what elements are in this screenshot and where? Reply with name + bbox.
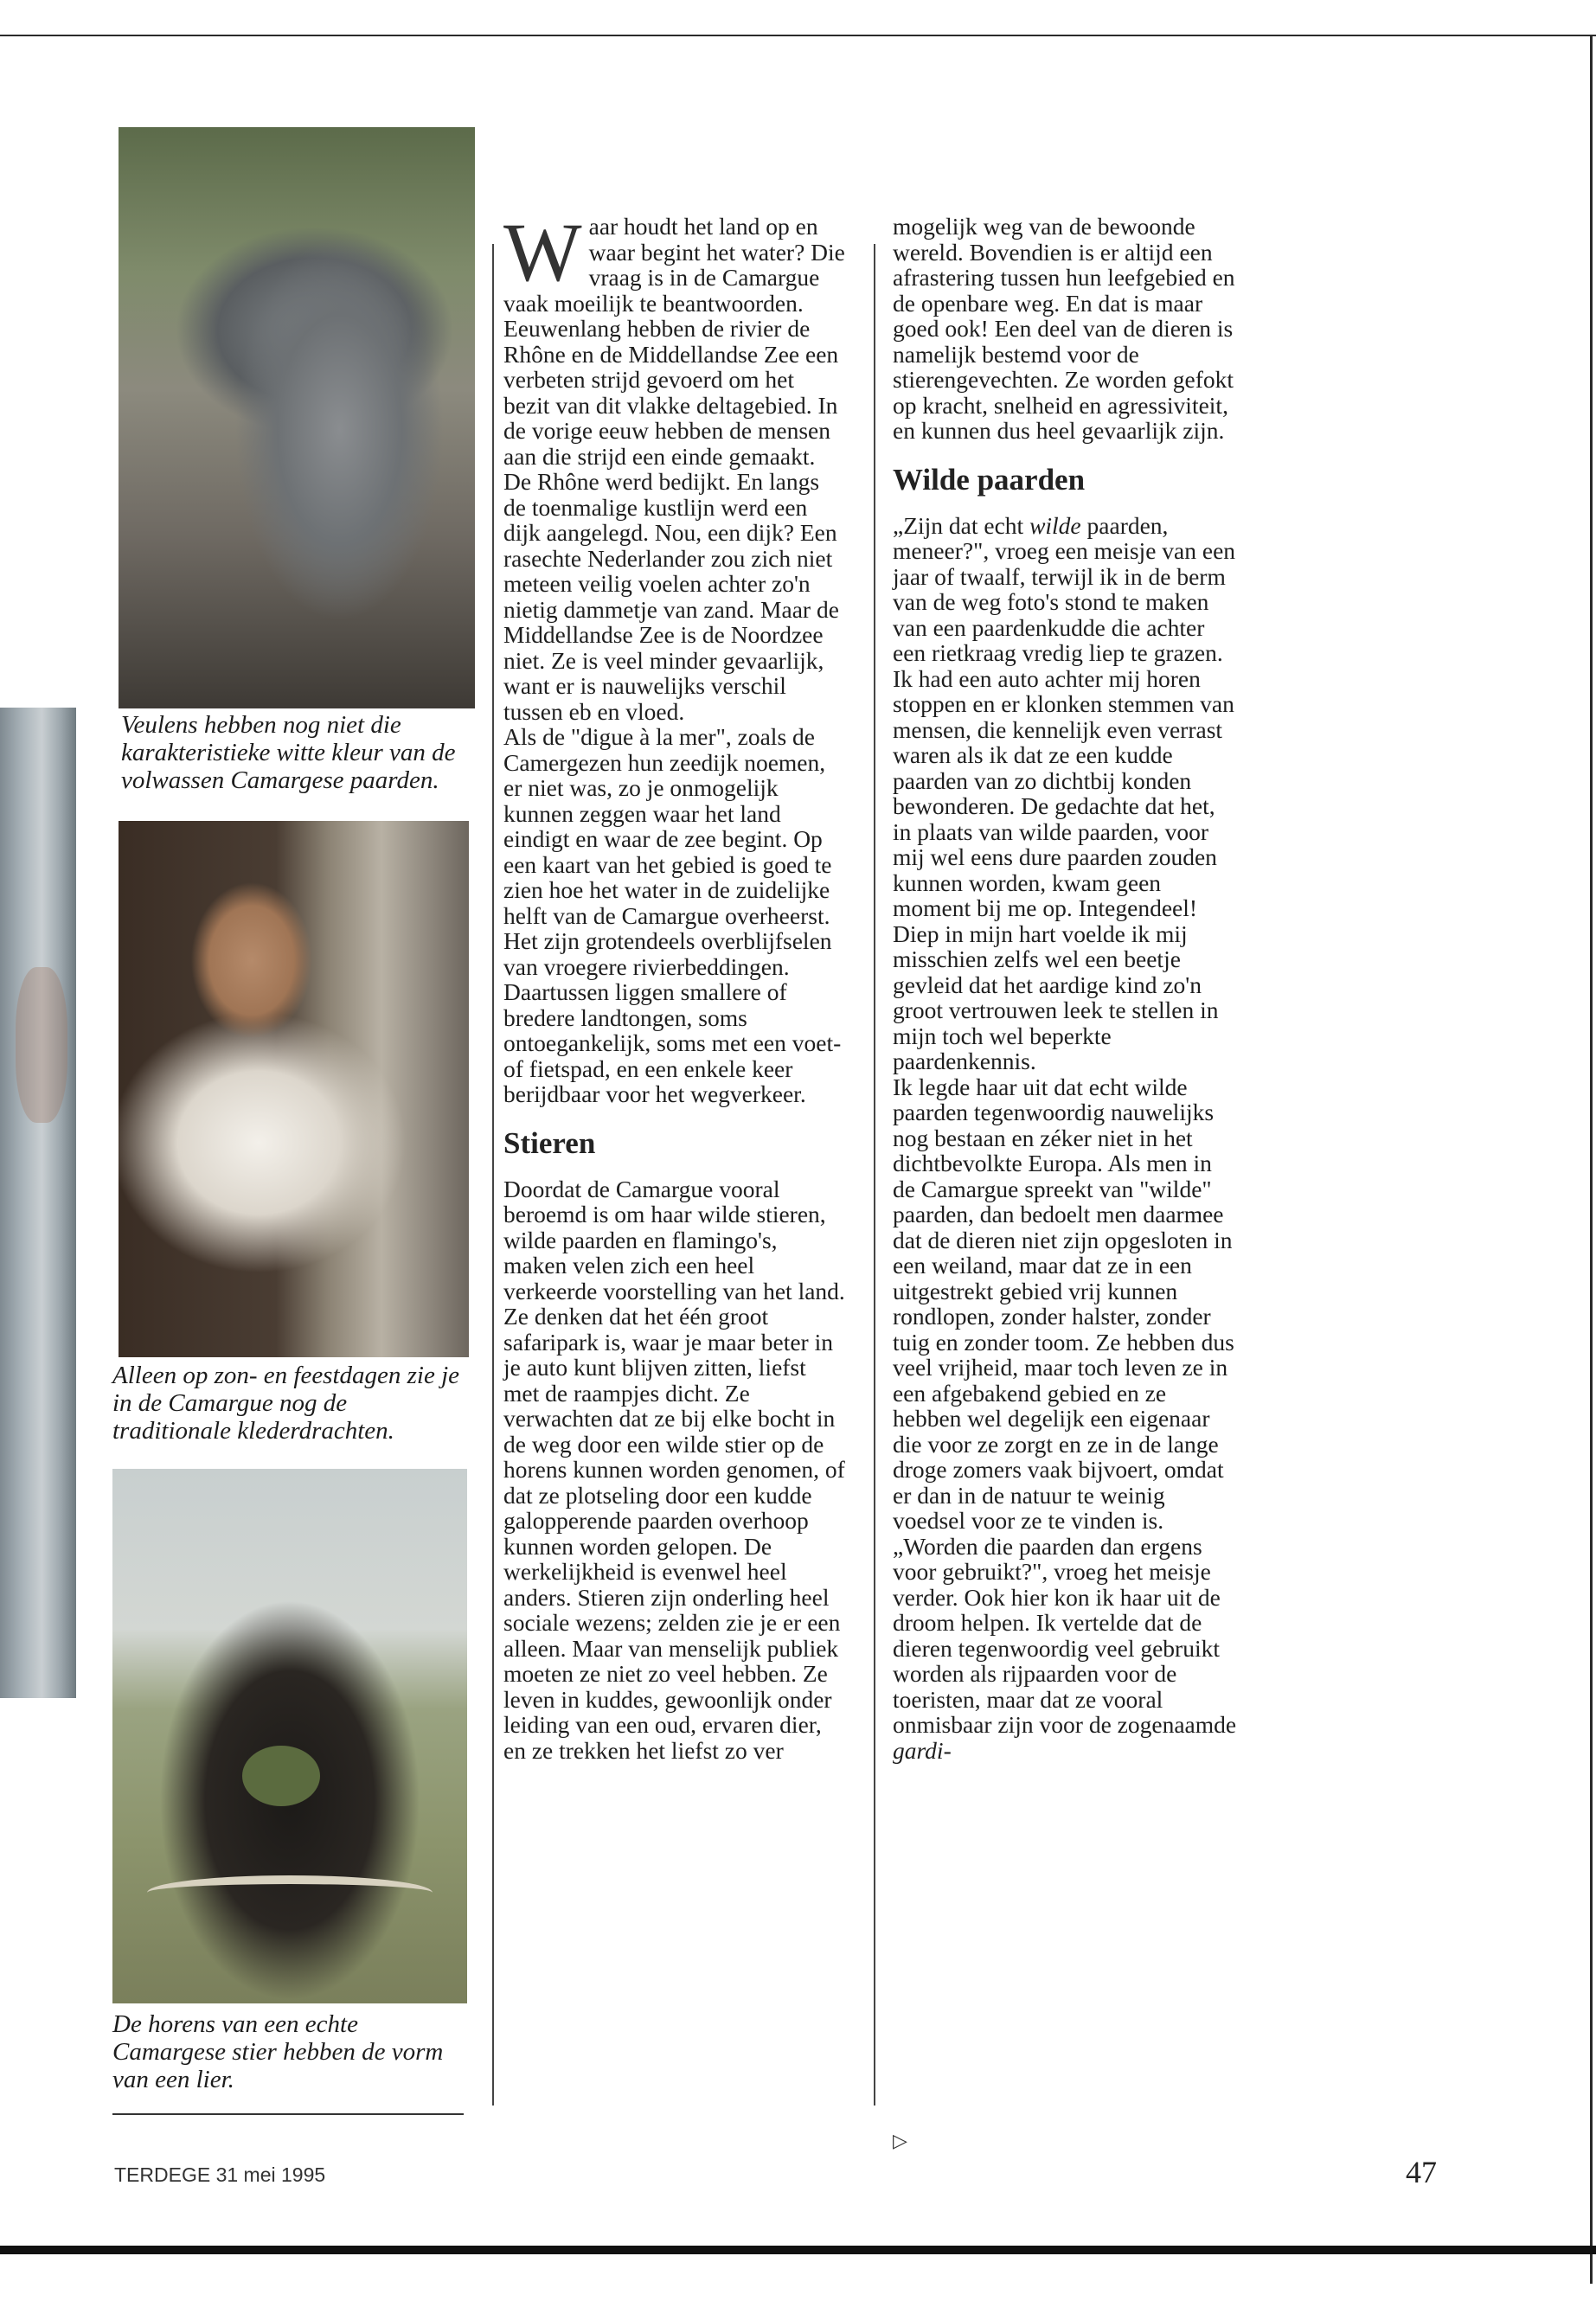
- paragraph-gebruik: [893, 1534, 1239, 1764]
- emphasis: wilde: [1029, 511, 1081, 539]
- drop-cap: W: [503, 206, 582, 298]
- column-rule-left: [492, 244, 494, 2106]
- foal-caption: Veulens hebben nog niet die karakteristieke witte kleur van de volwassen Camargese paarden.: [121, 711, 456, 794]
- text-span: „Zijn dat echt: [893, 511, 1030, 539]
- continue-arrow-icon: ▷: [893, 2130, 907, 2151]
- foal-photo: [119, 127, 475, 708]
- column-rule-right: [874, 244, 875, 2106]
- paragraph-uitleg: Ik legde haar uit dat echt wilde paarden tegenwoordig nauwelijks nog bestaan en zéker niet in het dichtbevolkte Europa. Als men in de Camargue spreekt van "wilde" paarden, dan bedoelt men daarmee dat de dieren niet zijn opgesloten in een weiland, maar dat ze in een uitgestrekt gebied vrij kunnen rondlopen, zonder halster, zonder tuig en zonder toom. Ze hebben dus veel vrijheid, maar toch leven ze in een afgebakend gebied en ze hebben wel degelijk een eigenaar die voor ze zorgt en ze in de lange droge zomers vaak bijvoert, omdat er dan in de natuur te weinig voedsel voor ze te vinden is.: [893, 1073, 1234, 1534]
- text-span: „Worden die paarden dan ergens voor gebruikt?", vroeg het meisje verder. Ook hier kon ik haar uit de droom helpen. Ik vertelde dat de dieren tegenwoordig veel gebruikt worden als rijpaarden voor de toeristen, maar dat ze vooral onmisbaar zijn voor de zogenaamde: [893, 1532, 1237, 1738]
- paragraph-afrastering: mogelijk weg van de bewoonde wereld. Bovendien is er altijd een afrastering tussen hun leefgebied en de openbare weg. En dat is maar goed ook! Een deel van de dieren is namelijk bestemd voor de stierengevechten. Ze worden gefokt op kracht, snelheid en agressiviteit, en kunnen dus heel gevaarlijk zijn.: [893, 213, 1235, 444]
- paragraph-meisje: [893, 513, 1239, 1074]
- facing-page-photo-edge: [0, 708, 76, 1698]
- bull-photo: [112, 1469, 467, 2003]
- intro-paragraph: [503, 206, 845, 725]
- intro-text: aar houdt het land op en waar begint het water? Die vraag is in de Camargue vaak moeilijk te beantwoorden. Eeuwenlang hebben de rivier de Rhône en de Middellandse Zee een verbeten strijd gevoerd om het bezit van dit vlakke deltagebied. In de vorige eeuw hebben de mensen aan die strijd een einde gemaakt. De Rhône werd bedijkt. En langs de toenmalige kustlijn werd een dijk aangelegd. Nou, een dijk? Een rasechte Nederlander zou zich niet meteen veilig voelen achter zo'n nietig dammetje van zand. Maar de Middellandse Zee is de Noordzee niet. Ze is veel minder gevaarlijk, want er is nauwelijks verschil tussen eb en vloed.: [503, 213, 845, 725]
- paragraph-digue: Als de "digue à la mer", zoals de Camergezen hun zeedijk noemen, er niet was, zo je onmogelijk kunnen zeggen waar het land eindigt en waar de zee begint. Op een kaart van het gebied is goed te zien hoe het water in de zuidelijke helft van de Camargue overheerst. Het zijn grotendeels overblijfselen van vroegere rivierbeddingen. Daartussen liggen smallere of bredere landtongen, soms ontoegankelijk, soms met een voet- of fietspad, en een enkele keer berijdbaar voor het wegverkeer.: [503, 723, 842, 1107]
- bull-caption: De horens van een echte Camargese stier hebben de vorm van een lier.: [112, 2010, 444, 2093]
- paragraph-stieren: Doordat de Camargue vooral beroemd is om haar wilde stieren, wilde paarden en flamingo's, maken velen zich een heel verkeerde voorstelling van het land. Ze denken dat het één groot safaripark is, waar je maar beter in je auto kunt blijven zitten, liefst met de raampjes dicht. Ze verwachten dat ze bij elke bocht in de weg door een wilde stier op de horens kunnen worden genomen, of dat ze plotseling door een kudde galopperende paarden overhoop kunnen worden gelopen. De werkelijkheid is evenwel heel anders. Stieren zijn onderling heel sociale wezens; zelden zie je er een alleen. Maar van menselijk publiek moeten ze niet zo veel hebben. Ze leven in kuddes, gewoonlijk onder leiding van een oud, ervaren dier, en ze trekken het liefst zo ver: [503, 1175, 845, 1764]
- girl-caption: Alleen op zon- en feestdagen zie je in de Camargue nog de traditionale klederdrachten.: [112, 1362, 460, 1445]
- heading-wilde-paarden: Wilde paarden: [893, 462, 1086, 497]
- article-column-1: [503, 206, 845, 1764]
- emphasis: gardi-: [893, 1736, 952, 1764]
- bottom-border: [0, 2246, 1596, 2254]
- article-column-2: [893, 214, 1239, 1763]
- girl-in-costume-photo: [119, 821, 469, 1357]
- publication-footer: TERDEGE 31 mei 1995: [114, 2163, 326, 2186]
- caption-rule: [112, 2113, 464, 2115]
- text-span: paarden, meneer?", vroeg een meisje van een jaar of twaalf, terwijl ik in de berm van de weg foto's stond te maken van een paardenkudde die achter een rietkraag vredig liep te grazen. Ik had een auto achter mij horen stoppen en er klonken stemmen van mensen, die kennelijk even verrast waren als ik dat ze een kudde paarden van zo dichtbij konden bewonderen. De gedachte dat het, in plaats van wilde paarden, voor mij wel eens dure paarden zouden kunnen worden, kwam geen moment bij me op. Integendeel! Diep in mijn hart voelde ik mij misschien zelfs wel een beetje gevleid dat het aardige kind zo'n groot vertrouwen leek te stellen in mijn toch wel beperkte paardenkennis.: [893, 511, 1236, 1074]
- heading-stieren: Stieren: [503, 1125, 596, 1160]
- page-number: 47: [1406, 2155, 1437, 2189]
- top-border: [0, 35, 1596, 36]
- right-border: [1590, 35, 1593, 2284]
